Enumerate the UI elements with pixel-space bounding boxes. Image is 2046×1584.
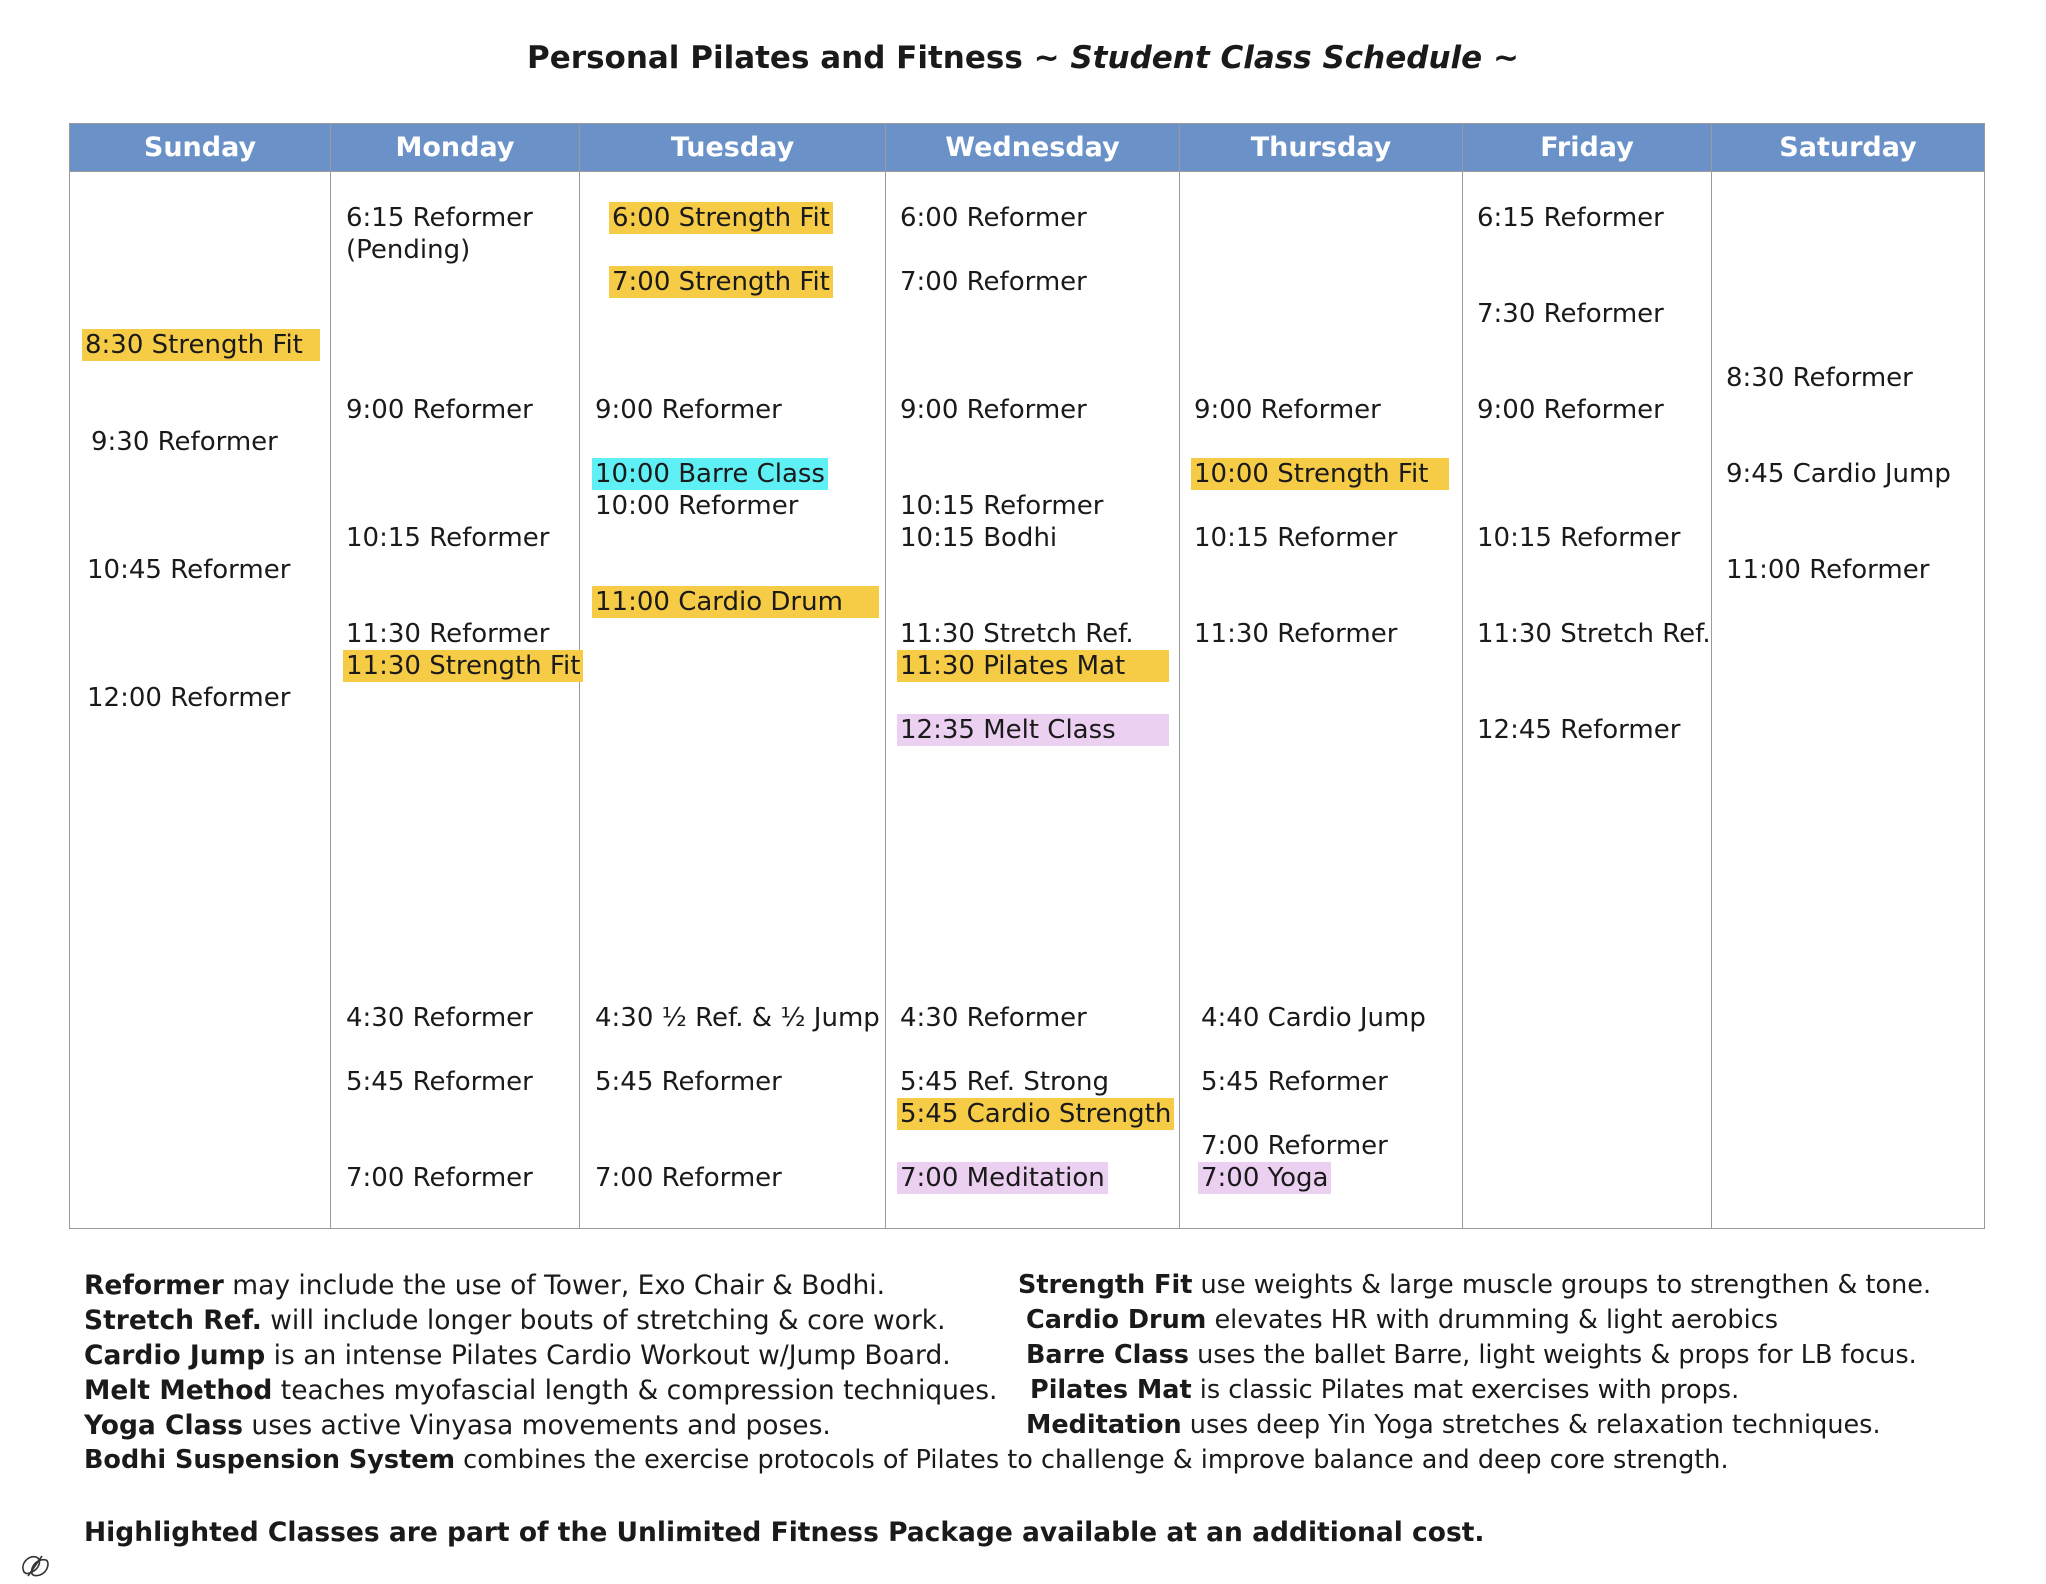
class-entry: 11:00 Reformer — [1726, 555, 1930, 585]
class-entry: 10:00 Strength Fit — [1191, 458, 1449, 490]
class-entry: 11:30 Stretch Ref. — [900, 619, 1134, 649]
legend-item — [84, 1373, 997, 1408]
class-entry: 6:00 Reformer — [900, 203, 1087, 233]
class-entry: 12:00 Reformer — [87, 683, 291, 713]
class-entry: 9:00 Reformer — [900, 395, 1087, 425]
legend-item — [84, 1408, 831, 1443]
title-main: Personal Pilates and Fitness ~ — [527, 40, 1071, 76]
day-header-sunday: Sunday — [143, 132, 257, 163]
class-entry: 7:30 Reformer — [1477, 299, 1664, 329]
class-entry: 7:00 Reformer — [1201, 1131, 1388, 1161]
legend-item — [1018, 1268, 1931, 1303]
legend-desc: uses active Vinyasa movements and poses. — [243, 1410, 831, 1441]
class-entry: 11:30 Pilates Mat — [897, 650, 1169, 682]
class-entry: 11:30 Reformer — [346, 619, 550, 649]
document-scan-logo-icon — [18, 1552, 52, 1580]
column-divider — [1462, 124, 1463, 1228]
class-entry: 9:45 Cardio Jump — [1726, 459, 1951, 489]
class-entry: 11:30 Reformer — [1194, 619, 1398, 649]
legend-item — [84, 1268, 885, 1303]
page-title — [0, 40, 2046, 76]
legend-item — [1030, 1373, 1739, 1408]
class-entry: 7:00 Yoga — [1198, 1162, 1331, 1194]
class-entry: 4:40 Cardio Jump — [1201, 1003, 1426, 1033]
class-entry: 7:00 Strength Fit — [609, 266, 833, 298]
legend-term: Cardio Jump — [84, 1340, 266, 1371]
column-divider — [1179, 124, 1180, 1228]
class-entry: 10:15 Reformer — [1477, 523, 1681, 553]
legend-term: Melt Method — [84, 1375, 273, 1406]
class-entry: 10:15 Reformer — [1194, 523, 1398, 553]
class-entry: 5:45 Cardio Strength — [897, 1098, 1174, 1130]
class-entry: 6:15 Reformer — [1477, 203, 1664, 233]
class-entry: 8:30 Reformer — [1726, 363, 1913, 393]
class-entry: 6:00 Strength Fit — [609, 202, 833, 234]
class-entry: 7:00 Reformer — [595, 1163, 782, 1193]
legend-desc: teaches myofascial length & compression techniques. — [272, 1375, 998, 1406]
legend-item — [1026, 1303, 1778, 1338]
legend-term: Barre Class — [1026, 1340, 1189, 1370]
class-entry: 4:30 Reformer — [900, 1003, 1087, 1033]
class-entry: 10:15 Reformer — [346, 523, 550, 553]
class-entry: 7:00 Reformer — [346, 1163, 533, 1193]
legend-desc: use weights & large muscle groups to strengthen & tone. — [1192, 1270, 1932, 1300]
class-entry: 8:30 Strength Fit — [82, 329, 320, 361]
legend-term: Bodhi Suspension System — [84, 1445, 456, 1475]
class-entry: 11:30 Strength Fit — [343, 650, 583, 682]
class-entry: 5:45 Ref. Strong — [900, 1067, 1110, 1097]
class-entry: 6:15 Reformer — [346, 203, 533, 233]
class-entry: 12:45 Reformer — [1477, 715, 1681, 745]
class-entry: 10:15 Bodhi — [900, 523, 1058, 553]
class-entry: 9:00 Reformer — [1477, 395, 1664, 425]
legend-desc: elevates HR with drumming & light aerobics — [1206, 1305, 1779, 1335]
class-entry: 10:45 Reformer — [87, 555, 291, 585]
day-header-wednesday: Wednesday — [945, 132, 1120, 163]
class-entry: 5:45 Reformer — [346, 1067, 533, 1097]
legend-item — [1026, 1338, 1917, 1373]
legend-desc: is classic Pilates mat exercises with props. — [1191, 1375, 1740, 1405]
legend-desc: combines the exercise protocols of Pilates to challenge & improve balance and deep core strength. — [455, 1445, 1729, 1475]
legend-desc: may include the use of Tower, Exo Chair & Bodhi. — [223, 1270, 886, 1301]
day-header-tuesday: Tuesday — [670, 132, 795, 163]
legend-item — [84, 1443, 1729, 1478]
legend-term: Yoga Class — [84, 1410, 243, 1441]
class-entry: 9:00 Reformer — [1194, 395, 1381, 425]
class-entry: 11:30 Stretch Ref. — [1477, 619, 1711, 649]
legend-desc: is an intense Pilates Cardio Workout w/Jump Board. — [265, 1340, 951, 1371]
legend-desc: uses the ballet Barre, light weights & props for LB focus. — [1189, 1340, 1917, 1370]
legend-term: Cardio Drum — [1026, 1305, 1207, 1335]
column-divider — [885, 124, 886, 1228]
day-header-saturday: Saturday — [1779, 132, 1917, 163]
day-header-row — [70, 124, 1984, 172]
class-entry: 10:15 Reformer — [900, 491, 1104, 521]
title-italic: Student Class Schedule — [1070, 40, 1483, 76]
title-end: ~ — [1482, 40, 1519, 76]
class-entry: 5:45 Reformer — [595, 1067, 782, 1097]
day-header-thursday: Thursday — [1250, 132, 1392, 163]
column-divider — [330, 124, 331, 1228]
schedule-table — [69, 123, 1985, 1229]
legend-term: Reformer — [84, 1270, 224, 1301]
class-entry: 4:30 ½ Ref. & ½ Jump — [595, 1003, 880, 1033]
legend-item — [84, 1338, 951, 1373]
legend-desc: will include longer bouts of stretching & core work. — [261, 1305, 946, 1336]
legend-term: Meditation — [1026, 1410, 1182, 1440]
class-entry: 12:35 Melt Class — [897, 714, 1169, 746]
class-entry: 11:00 Cardio Drum — [592, 586, 879, 618]
class-entry: 10:00 Reformer — [595, 491, 799, 521]
class-entry: 9:30 Reformer — [91, 427, 278, 457]
day-header-friday: Friday — [1540, 132, 1634, 163]
class-entry: 5:45 Reformer — [1201, 1067, 1388, 1097]
class-entry: 7:00 Reformer — [900, 267, 1087, 297]
footer-note: Highlighted Classes are part of the Unlimited Fitness Package available at an additional cost. — [84, 1517, 1485, 1548]
legend-item — [1026, 1408, 1881, 1443]
legend-term: Pilates Mat — [1030, 1375, 1192, 1405]
class-entry: 10:00 Barre Class — [592, 458, 828, 490]
legend-term: Strength Fit — [1018, 1270, 1193, 1300]
class-entry: 7:00 Meditation — [897, 1162, 1108, 1194]
class-entry: (Pending) — [346, 235, 471, 265]
legend-desc: uses deep Yin Yoga stretches & relaxation techniques. — [1181, 1410, 1881, 1440]
class-entry: 4:30 Reformer — [346, 1003, 533, 1033]
class-entry: 9:00 Reformer — [346, 395, 533, 425]
column-divider — [1711, 124, 1712, 1228]
class-entry: 9:00 Reformer — [595, 395, 782, 425]
legend-item — [84, 1303, 946, 1338]
day-header-monday: Monday — [395, 132, 515, 163]
legend-term: Stretch Ref. — [84, 1305, 262, 1336]
